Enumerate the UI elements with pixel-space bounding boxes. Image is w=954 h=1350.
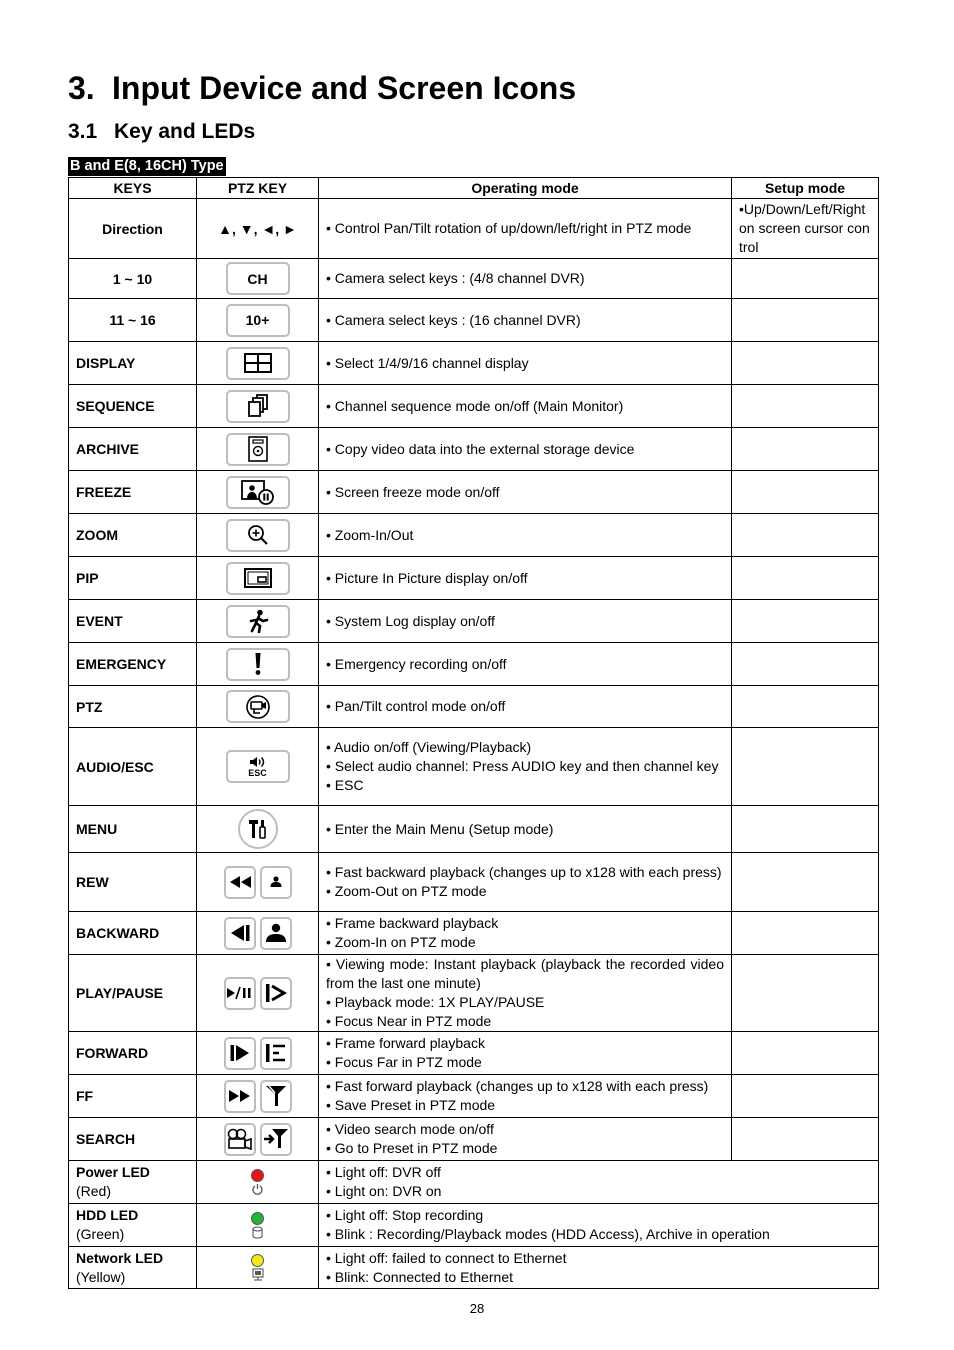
key-forward: FORWARD xyxy=(69,1032,197,1075)
key-ptz: PTZ xyxy=(69,686,197,728)
key-event: EVENT xyxy=(69,600,197,643)
op-menu: • Enter the Main Menu (Setup mode) xyxy=(319,806,732,853)
backward-button[interactable] xyxy=(224,917,256,950)
running-man-icon xyxy=(247,609,269,633)
key-search: SEARCH xyxy=(69,1118,197,1161)
col-keys: KEYS xyxy=(69,178,197,199)
freeze-button[interactable] xyxy=(226,476,290,509)
goto-preset-icon xyxy=(263,1128,289,1150)
key-ff: FF xyxy=(69,1075,197,1118)
key-network-led: Network LED (Yellow) xyxy=(69,1247,197,1289)
table-row xyxy=(69,806,879,853)
sequence-icon xyxy=(248,394,268,418)
op-ff: • Fast forward playback (changes up to x128 with each press) • Save Preset in PTZ mode xyxy=(319,1075,732,1118)
table-header-row xyxy=(69,178,879,199)
page-number: 28 xyxy=(469,1301,485,1316)
op-zoom: • Zoom-In/Out xyxy=(319,514,732,557)
power-led-dot xyxy=(251,1169,264,1182)
key-ch: 1 ~ 10 xyxy=(69,259,197,299)
table-row xyxy=(69,600,879,643)
table-row xyxy=(69,1161,879,1204)
op-pip: • Picture In Picture display on/off xyxy=(319,557,732,600)
forward-button[interactable] xyxy=(224,1037,256,1070)
op-backward: • Frame backward playback • Zoom-In on PTZ mode xyxy=(319,912,732,955)
ptz-arrows: ▲, ▼, ◄, ► xyxy=(197,199,319,259)
speaker-icon xyxy=(248,756,268,768)
person-small-icon xyxy=(269,875,283,889)
key-ten: 11 ~ 16 xyxy=(69,299,197,342)
key-direction: Direction xyxy=(69,199,197,259)
heading-title: Input Device and Screen Icons xyxy=(112,70,577,106)
table-row xyxy=(69,385,879,428)
table-row xyxy=(69,1247,879,1289)
op-rew: • Fast backward playback (changes up to x128 with each press) • Zoom-Out on PTZ mode xyxy=(319,853,732,912)
table-row xyxy=(69,259,879,299)
sequence-button[interactable] xyxy=(226,390,290,423)
op-hdd-led: • Light off: Stop recording • Blink : Recording/Playback modes (HDD Access), Archive in operation xyxy=(319,1204,879,1247)
network-led xyxy=(251,1254,264,1281)
frame-forward-icon xyxy=(229,1044,251,1062)
op-network-led: • Light off: failed to connect to Ethernet • Blink: Connected to Ethernet xyxy=(319,1247,879,1289)
key-freeze: FREEZE xyxy=(69,471,197,514)
focus-near-icon xyxy=(265,983,287,1003)
table-row xyxy=(69,955,879,1032)
archive-button[interactable] xyxy=(226,433,290,466)
ten-plus-button[interactable]: 10+ xyxy=(226,304,290,337)
key-hdd-led: HDD LED (Green) xyxy=(69,1204,197,1247)
hdd-led-dot xyxy=(251,1212,264,1225)
table-row xyxy=(69,1075,879,1118)
op-ch: • Camera select keys : (4/8 channel DVR) xyxy=(319,259,732,299)
table-row xyxy=(69,853,879,912)
power-icon xyxy=(251,1183,264,1196)
table-row xyxy=(69,1118,879,1161)
zoom-out-button[interactable] xyxy=(260,866,292,899)
table-row xyxy=(69,1204,879,1247)
goto-preset-button[interactable] xyxy=(260,1123,292,1156)
rew-button[interactable] xyxy=(224,866,256,899)
section-title xyxy=(68,120,255,144)
audio-esc-button[interactable] xyxy=(226,750,290,783)
table-row xyxy=(69,643,879,686)
ch-button[interactable]: CH xyxy=(226,262,290,295)
table-row xyxy=(69,557,879,600)
tools-icon xyxy=(247,818,269,840)
network-icon xyxy=(252,1268,264,1281)
emergency-button[interactable] xyxy=(226,648,290,681)
col-setup-mode: Setup mode xyxy=(732,178,879,199)
table-row xyxy=(69,514,879,557)
op-ten: • Camera select keys : (16 channel DVR) xyxy=(319,299,732,342)
col-ptz-key: PTZ KEY xyxy=(197,178,319,199)
op-play: • Viewing mode: Instant playback (playback the recorded video from the last one minute) • Playback mode: 1X PLAY/PAUSE • Focus Near in PTZ mode xyxy=(319,955,732,1032)
key-archive: ARCHIVE xyxy=(69,428,197,471)
op-ptz: • Pan/Tilt control mode on/off xyxy=(319,686,732,728)
op-forward: • Frame forward playback • Focus Far in PTZ mode xyxy=(319,1032,732,1075)
freeze-icon xyxy=(241,479,275,505)
zoom-icon xyxy=(247,524,269,546)
play-pause-button[interactable] xyxy=(224,977,256,1010)
focus-far-button[interactable] xyxy=(260,1037,292,1070)
table-row xyxy=(69,199,879,259)
op-sequence: • Channel sequence mode on/off (Main Monitor) xyxy=(319,385,732,428)
op-search: • Video search mode on/off • Go to Preset in PTZ mode xyxy=(319,1118,732,1161)
table-row xyxy=(69,299,879,342)
key-display: DISPLAY xyxy=(69,342,197,385)
focus-near-button[interactable] xyxy=(260,977,292,1010)
key-menu: MENU xyxy=(69,806,197,853)
ptz-button[interactable] xyxy=(226,690,290,723)
op-freeze: • Screen freeze mode on/off xyxy=(319,471,732,514)
display-button[interactable] xyxy=(226,347,290,380)
op-audio: • Audio on/off (Viewing/Playback) • Select audio channel: Press AUDIO key and then channel key • ESC xyxy=(319,728,732,806)
table-row xyxy=(69,686,879,728)
table-row xyxy=(69,728,879,806)
op-display: • Select 1/4/9/16 channel display xyxy=(319,342,732,385)
key-sequence: SEQUENCE xyxy=(69,385,197,428)
focus-far-icon xyxy=(265,1043,287,1063)
key-pip: PIP xyxy=(69,557,197,600)
menu-button[interactable] xyxy=(238,809,278,849)
table-row xyxy=(69,1032,879,1075)
archive-icon xyxy=(248,436,268,462)
key-audio: AUDIO/ESC xyxy=(69,728,197,806)
key-backward: BACKWARD xyxy=(69,912,197,955)
key-zoom: ZOOM xyxy=(69,514,197,557)
pip-button[interactable] xyxy=(226,562,290,595)
op-direction: • Control Pan/Tilt rotation of up/down/left/right in PTZ mode xyxy=(319,199,732,259)
save-preset-button[interactable] xyxy=(260,1080,292,1113)
zoom-button[interactable] xyxy=(226,519,290,552)
page-title xyxy=(68,70,576,107)
key-rew: REW xyxy=(69,853,197,912)
quad-display-icon xyxy=(244,353,272,373)
save-preset-icon xyxy=(265,1085,287,1107)
fast-forward-icon xyxy=(228,1089,252,1103)
hdd-led xyxy=(251,1212,264,1239)
network-led-dot xyxy=(251,1254,264,1267)
key-led-table xyxy=(68,177,879,1289)
table-row xyxy=(69,342,879,385)
key-power-led: Power LED (Red) xyxy=(69,1161,197,1204)
person-large-icon xyxy=(265,923,287,943)
key-emergency: EMERGENCY xyxy=(69,643,197,686)
exclamation-icon xyxy=(254,652,262,676)
heading-number: 3. xyxy=(68,70,95,106)
col-operating-mode: Operating mode xyxy=(319,178,732,199)
ff-button[interactable] xyxy=(224,1080,256,1113)
type-label: B and E(8, 16CH) Type xyxy=(70,158,224,174)
event-button[interactable] xyxy=(226,605,290,638)
op-emergency: • Emergency recording on/off xyxy=(319,643,732,686)
subheading-number: 3.1 xyxy=(68,120,98,143)
table-row xyxy=(69,471,879,514)
key-play: PLAY/PAUSE xyxy=(69,955,197,1032)
ptz-camera-icon xyxy=(245,694,271,720)
play-pause-icon xyxy=(226,986,254,1000)
subheading-title: Key and LEDs xyxy=(114,120,256,143)
search-button[interactable] xyxy=(224,1123,256,1156)
power-led xyxy=(251,1169,264,1196)
op-power-led: • Light off: DVR off • Light on: DVR on xyxy=(319,1161,879,1204)
zoom-in-button[interactable] xyxy=(260,917,292,950)
table-row xyxy=(69,428,879,471)
setup-direction: •Up/Down/Left/Right on screen cursor control xyxy=(732,199,879,259)
search-camera-icon xyxy=(227,1128,253,1150)
esc-label: ESC xyxy=(248,767,267,778)
op-archive: • Copy video data into the external storage device xyxy=(319,428,732,471)
pip-icon xyxy=(244,568,272,588)
op-event: • System Log display on/off xyxy=(319,600,732,643)
frame-back-icon xyxy=(229,924,251,942)
table-row xyxy=(69,912,879,955)
hdd-icon xyxy=(252,1226,263,1239)
rewind-icon xyxy=(228,875,252,889)
